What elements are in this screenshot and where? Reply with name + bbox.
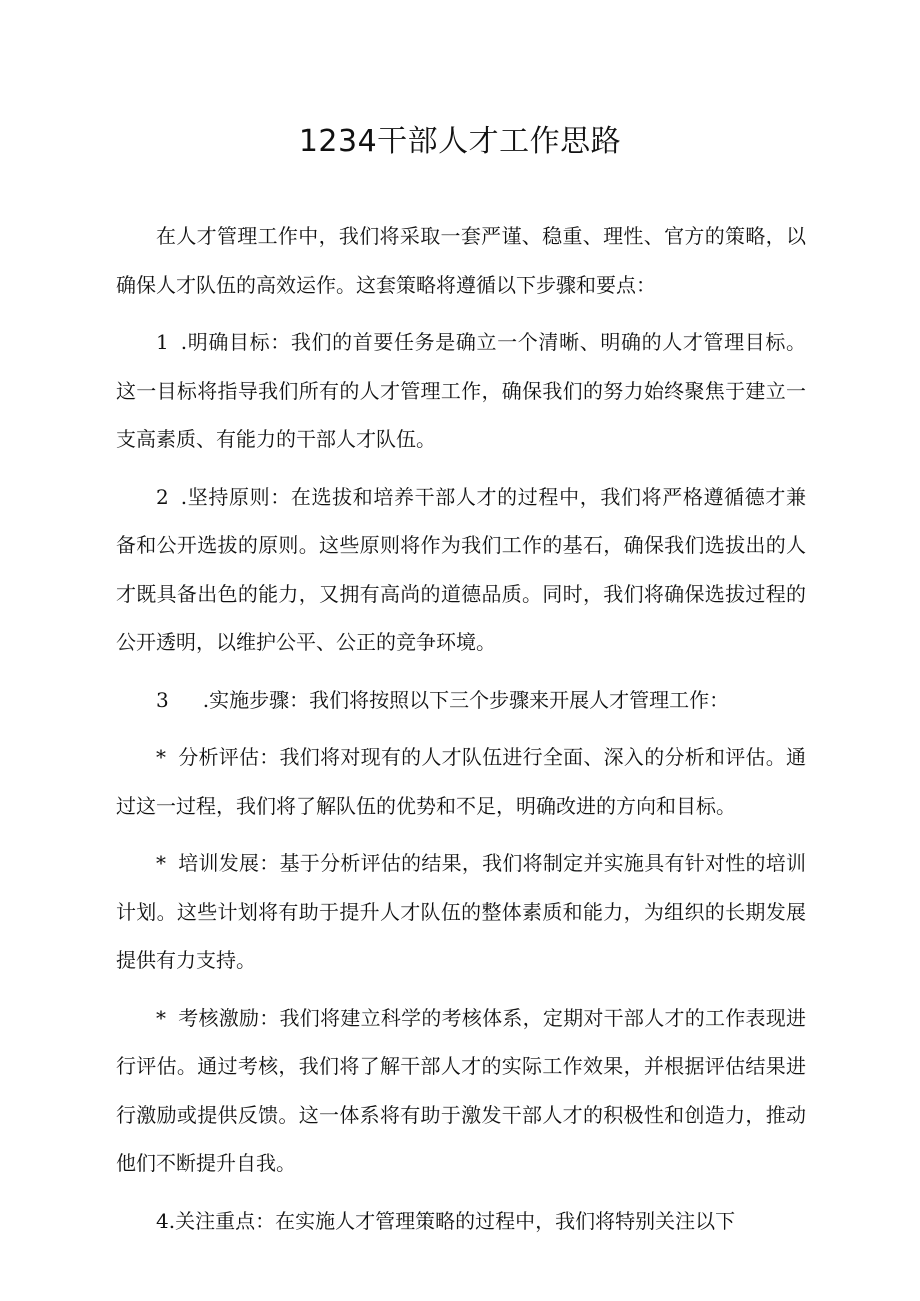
sub-item-3-text: 考核激励：我们将建立科学的考核体系，定期对干部人才的工作表现进行评估。通过考核，我们将了解干部人才的实际工作效果，并根据评估结果进行激励或提供反馈。这一体系将有助于激发干部人才的积极性和创造力，推动他们不断提升自我。	[116, 1005, 806, 1175]
sub-item-2-paragraph	[116, 839, 806, 985]
sub-item-2-text: 培训发展：基于分析评估的结果，我们将制定并实施具有针对性的培训计划。这些计划将有助于提升人才队伍的整体素质和能力，为组织的长期发展提供有力支持。	[116, 851, 806, 972]
item-3-paragraph	[116, 676, 806, 725]
document-title: 1234干部人才工作思路	[298, 124, 622, 159]
sub-item-1-text: 分析评估：我们将对现有的人才队伍进行全面、深入的分析和评估。通过这一过程，我们将了解队伍的优势和不足，明确改进的方向和目标。	[116, 745, 806, 818]
item-2-text: .坚持原则：在选拔和培养干部人才的过程中，我们将严格遵循德才兼备和公开选拔的原则。这些原则将作为我们工作的基石，确保我们选拔出的人才既具备出色的能力，又拥有高尚的道德品质。同时，我们将确保选拔过程的公开透明，以维护公平、公正的竞争环境。	[116, 484, 806, 654]
item-2-paragraph	[116, 473, 806, 667]
item-3-number: 3	[156, 687, 169, 712]
intro-paragraph: 在人才管理工作中，我们将采取一套严谨、稳重、理性、官方的策略，以确保人才队伍的高效运作。这套策略将遵循以下步骤和要点：	[116, 224, 806, 297]
item-1-number: 1	[156, 330, 169, 354]
sub-item-1-bullet: *	[156, 745, 166, 769]
item-1-text: .明确目标：我们的首要任务是确立一个清晰、明确的人才管理目标。这一目标将指导我们所有的人才管理工作，确保我们的努力始终聚焦于建立一支高素质、有能力的干部人才队伍。	[116, 330, 806, 451]
item-3-text: .实施步骤：我们将按照以下三个步骤来开展人才管理工作：	[202, 687, 730, 712]
document-body	[116, 212, 806, 1254]
item-4-paragraph: 4.关注重点：在实施人才管理策略的过程中，我们将特别关注以下	[156, 1208, 736, 1233]
sub-item-3-paragraph	[116, 994, 806, 1188]
item-2-number: 2	[156, 484, 169, 509]
sub-item-3-bullet: *	[156, 1005, 166, 1030]
sub-item-2-bullet: *	[156, 851, 166, 875]
sub-item-1-paragraph	[116, 733, 806, 830]
item-1-paragraph	[116, 318, 806, 464]
